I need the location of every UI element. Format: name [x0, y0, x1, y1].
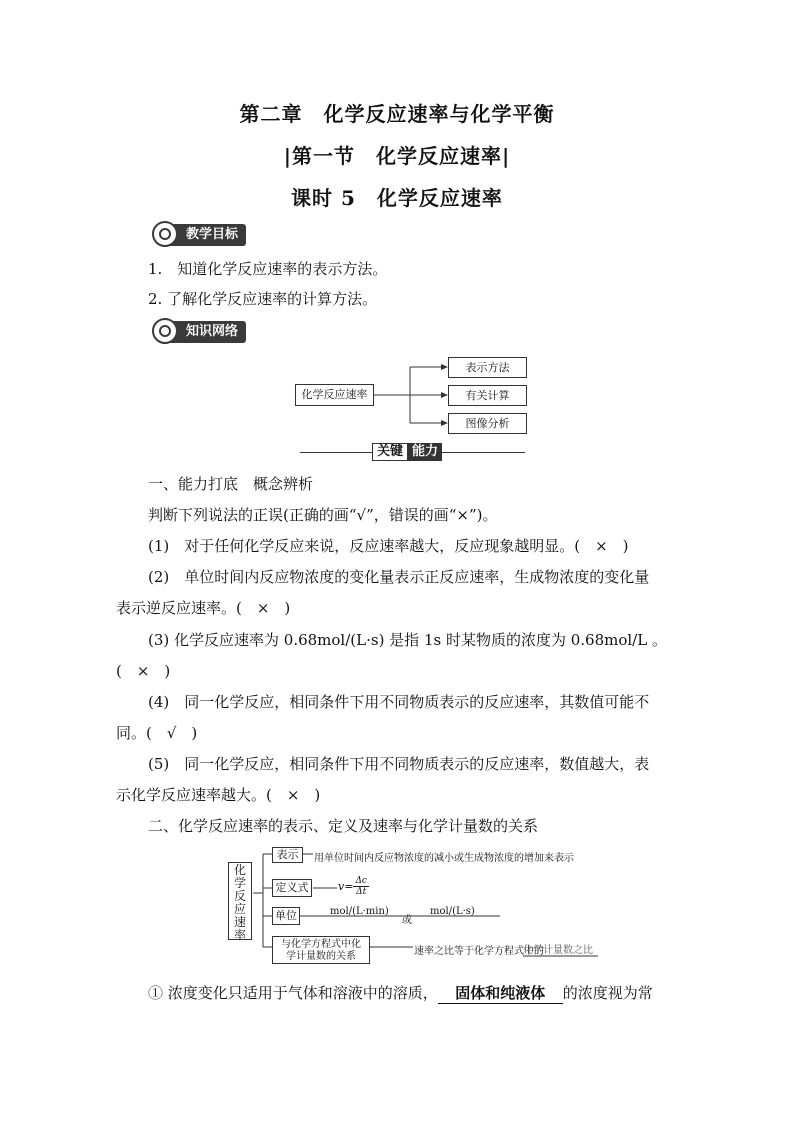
rate-row-label-4b: 学计量数的关系 — [286, 951, 356, 962]
rate-row-label-4a: 与化学方程式中化 — [281, 939, 361, 950]
rate-unit-2: mol/(L·s) — [430, 906, 475, 917]
note-line — [148, 983, 653, 1004]
statement-4b: 同。( √ ) — [116, 724, 198, 742]
rate-row-label-4 — [272, 936, 370, 964]
part2-heading: 二、化学反应速率的表示、定义及速率与化学计量数的关系 — [148, 817, 539, 835]
rate-root-char-6: 率 — [233, 928, 246, 942]
network-child-1: 表示方法 — [448, 357, 527, 378]
rate-root-char-2: 学 — [233, 876, 246, 890]
network-badge — [160, 321, 246, 343]
rate-unit-or: 或 — [402, 915, 412, 926]
banner-left: 关键 — [372, 443, 408, 461]
rate-row-label-2: 定义式 — [272, 879, 312, 897]
rate-root-box — [228, 862, 252, 940]
network-child-2: 有关计算 — [448, 385, 527, 406]
rate-formula-num: Δc — [355, 876, 367, 886]
rate-formula-den: Δt — [356, 887, 367, 897]
lesson-title: 课时 5 化学反应速率 — [291, 186, 503, 210]
rate-root-char-3: 反 — [233, 889, 246, 903]
rate-row-answer-4: 化学计量数之比 — [523, 945, 593, 956]
rate-row-label-1: 表示 — [272, 847, 303, 863]
rate-row-desc-4: 速率之比等于化学方程式中的 — [414, 946, 544, 957]
note-answer: 固体和纯液体 — [438, 983, 563, 1004]
key-ability-banner — [372, 443, 442, 461]
goal-item-1: 1. 知道化学反应速率的表示方法。 — [148, 260, 388, 278]
magnifier-icon — [152, 318, 178, 344]
statement-4a: (4) 同一化学反应，相同条件下用不同物质表示的反应速率，其数值可能不 — [148, 693, 650, 711]
part1-instruction: 判断下列说法的正误(正确的画“√”，错误的画“×”)。 — [148, 506, 498, 524]
statement-2b: 表示逆反应速率。( × ) — [116, 599, 291, 617]
note-suffix: 的浓度视为常 — [562, 984, 653, 1002]
goals-badge-label: 教学目标 — [186, 227, 239, 242]
part1-heading: 一、能力打底 概念辨析 — [148, 475, 314, 493]
statement-2a: (2) 单位时间内反应物浓度的变化量表示正反应速率，生成物浓度的变化量 — [148, 568, 650, 586]
statement-5a: (5) 同一化学反应，相同条件下用不同物质表示的反应速率，数值越大，表 — [148, 755, 650, 773]
rate-formula — [338, 876, 369, 897]
network-root: 化学反应速率 — [295, 384, 374, 406]
chapter-title: 第二章 化学反应速率与化学平衡 — [239, 102, 555, 126]
goal-item-2: 2. 了解化学反应速率的计算方法。 — [148, 290, 378, 308]
rate-unit-1: mol/(L·min) — [330, 906, 389, 917]
rate-formula-v: v= — [338, 880, 354, 893]
rate-root-char-1: 化 — [233, 863, 246, 877]
note-prefix: ① 浓度变化只适用于气体和溶液中的溶质， — [148, 984, 438, 1002]
network-badge-label: 知识网络 — [186, 324, 239, 339]
goals-badge — [160, 224, 246, 246]
rate-formula-fraction — [353, 876, 369, 897]
rate-root-char-4: 应 — [233, 902, 246, 916]
network-child-3: 图像分析 — [448, 413, 527, 434]
rate-row-desc-1: 用单位时间内反应物浓度的减小或生成物浓度的增加来表示 — [314, 853, 574, 864]
statement-3a: (3) 化学反应速率为 0.68mol/(L·s) 是指 1s 时某物质的浓度为 0.68mol/L 。 — [148, 631, 667, 649]
section-title: |第一节 化学反应速率| — [283, 144, 511, 168]
rate-root-char-5: 速 — [233, 915, 246, 929]
statement-5b: 示化学反应速率越大。( × ) — [116, 786, 321, 804]
rate-row-label-3: 单位 — [272, 907, 300, 925]
target-icon — [152, 221, 178, 247]
statement-3b: ( × ) — [116, 662, 171, 680]
banner-right: 能力 — [408, 443, 442, 461]
statement-1: (1) 对于任何化学反应来说，反应速率越大，反应现象越明显。( × ) — [148, 537, 629, 555]
